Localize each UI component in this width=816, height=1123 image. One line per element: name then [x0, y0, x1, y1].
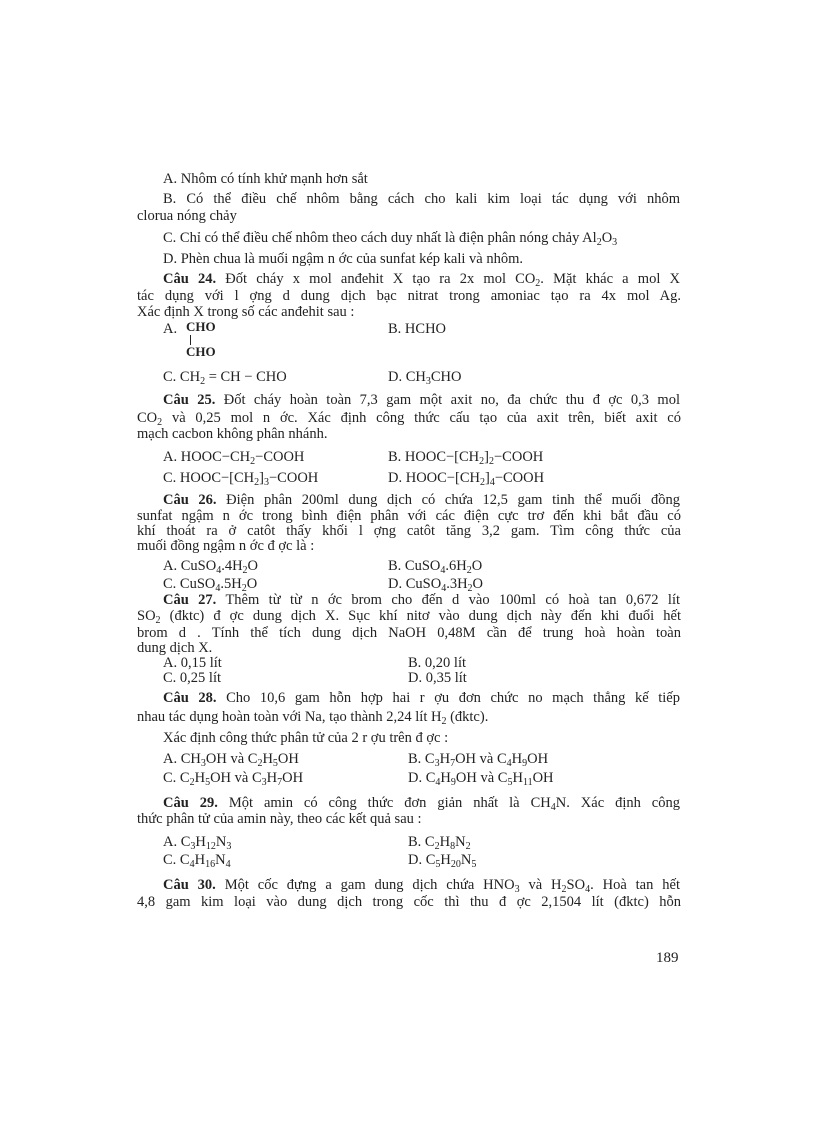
q25-line1: [163, 391, 680, 409]
q26-line2: sunfat ngậm n ớc trong bình điện phân với các điện cực trơ đến khi bắt đầu có: [137, 508, 681, 524]
q26-option-d: D. $CuSO_4.3H_2O$: [388, 576, 484, 594]
option-d-alum: D. Phèn chua là muối ngậm n ớc của sunfat kép kali và nhôm.: [163, 251, 524, 267]
q25-label: Câu 25.: [163, 392, 216, 408]
q28-option-a: A. $CH_3OH$ và $C_2H_5OH$: [163, 751, 299, 769]
q29-option-d: D. $C_5H_{20}N_5$: [408, 852, 477, 870]
q24-label: Câu 24.: [163, 271, 217, 287]
q24-line2: tác dụng với l ợng d dung dịch bạc nitrat trong amoniac tạo ra 4x mol Ag.: [137, 288, 681, 304]
q29-option-c: C. $C_4H_{16}N_4$: [163, 852, 231, 870]
q29-option-a: A. $C_3H_{12}N_3$: [163, 834, 232, 852]
q25-text1: Đốt cháy hoàn toàn 7,3 gam một axit no, đa chức thu đ ợc 0,3 mol: [223, 392, 680, 408]
q28-line2: nhau tác dụng hoàn toàn với Na, tạo thành 2,24 lít $H_2$ (đktc).: [137, 709, 489, 727]
q30-label: Câu 30.: [163, 877, 216, 893]
q28-line1: [163, 689, 680, 707]
q26-option-b: B. $CuSO_4.6H_2O$: [388, 558, 483, 576]
option-b-line2: clorua nóng chảy: [137, 208, 237, 224]
q29-label: Câu 29.: [163, 795, 218, 811]
q26-label: Câu 26.: [163, 492, 217, 508]
q26-text1: Điện phân 200ml dung dịch có chứa 12,5 gam tinh thể muối đồng: [226, 492, 680, 508]
q28-option-b: B. $C_3H_7OH$ và $C_4H_9OH$: [408, 751, 549, 769]
q24-cho-top: CHO: [186, 319, 216, 334]
q27-option-d: D. 0,35 lít: [408, 670, 467, 686]
option-c-electrolysis: C. Chỉ có thể điều chế nhôm theo cách duy nhất là điện phân nóng chảy $Al_2O_3$: [163, 230, 618, 248]
q30-line1: [163, 876, 680, 894]
option-a-aluminium: A. Nhôm có tính khử mạnh hơn sắt: [163, 171, 368, 187]
q25-line2: $CO_2$ và 0,25 mol n ớc. Xác định công thức cấu tạo của axit trên, biết axit có: [137, 410, 681, 428]
q24-option-c: C. $CH_2$ = CH − CHO: [163, 369, 287, 387]
q24-line1: [163, 270, 680, 288]
q29-line2: thức phân tử của amin này, theo các kết quả sau :: [137, 811, 422, 827]
q29-option-b: B. $C_2H_8N_2$: [408, 834, 471, 852]
q25-option-b: B. $HOOC-[CH_2]_2-COOH$: [388, 449, 544, 467]
q24-text1: Đốt cháy x mol anđehit X tạo ra 2x mol $CO_2$. Mặt khác a mol X: [225, 271, 680, 289]
q30-line2: 4,8 gam kim loại vào dung dịch trong cốc thì thu đ ợc 2,1504 lít (đktc) hỗn: [137, 894, 681, 910]
q24-option-d: D. $CH_3CHO$: [388, 369, 462, 387]
q28-option-d: D. $C_4H_9OH$ và $C_5H_{11}OH$: [408, 770, 554, 788]
q27-option-c: C. 0,25 lít: [163, 670, 222, 686]
q25-line3: mạch cacbon không phân nhánh.: [137, 426, 328, 442]
q24-cho-bottom: CHO: [186, 344, 216, 359]
q25-option-a: A. $HOOC-CH_2-COOH$: [163, 449, 305, 467]
q28-label: Câu 28.: [163, 690, 217, 706]
q28-line3: Xác định công thức phân tử của 2 r ợu trên đ ợc :: [163, 730, 449, 746]
q27-label: Câu 27.: [163, 592, 217, 608]
page-number: 189: [656, 950, 679, 966]
q27-option-a: A. 0,15 lít: [163, 655, 222, 671]
q24-option-a-label: A.: [163, 321, 178, 337]
q25-option-d: D. $HOOC-[CH_2]_4-COOH$: [388, 470, 545, 488]
q29-text1: Một amin có công thức đơn giản nhất là $CH_4N$. Xác định công: [228, 795, 680, 813]
q24-line3: Xác định X trong số các anđehit sau :: [137, 304, 355, 320]
q27-line3: brom d . Tính thể tích dung dịch NaOH 0,48M cần để trung hoà hoàn toàn: [137, 625, 681, 641]
q26-option-a: A. $CuSO_4.4H_2O$: [163, 558, 259, 576]
q28-text1: Cho 10,6 gam hỗn hợp hai r ợu đơn chức no mạch thẳng kế tiếp: [226, 690, 680, 706]
q26-option-c: C. $CuSO_4.5H_2O$: [163, 576, 258, 594]
q26-line4: muối đồng ngậm n ớc đ ợc là :: [137, 538, 315, 554]
q26-line3: khí thoát ra ở catôt thấy khối l ợng catôt tăng 3,2 gam. Tìm công thức của: [137, 523, 681, 539]
q27-option-b: B. 0,20 lít: [408, 655, 467, 671]
q27-line4: dung dịch X.: [137, 640, 213, 656]
q24-option-b: B. HCHO: [388, 321, 447, 337]
q30-text1: Một cốc đựng a gam dung dịch chứa $HNO_3$ và $H_2SO_4$. Hoà tan hết: [224, 877, 680, 895]
q27-line2: $SO_2$ (đktc) đ ợc dung dịch X. Sục khí nitơ vào dung dịch này đến khi đuổi hết: [137, 608, 681, 626]
q25-option-c: C. $HOOC-[CH_2]_3-COOH$: [163, 470, 319, 488]
q27-text1: Thêm từ từ n ớc brom cho đến d vào 100ml có hoà tan 0,672 lít: [225, 592, 681, 608]
option-b-line1: B. Có thể điều chế nhôm bằng cách cho kali kim loại tác dụng với nhôm: [163, 191, 680, 207]
q28-option-c: C. $C_2H_5OH$ và $C_3H_7OH$: [163, 770, 304, 788]
